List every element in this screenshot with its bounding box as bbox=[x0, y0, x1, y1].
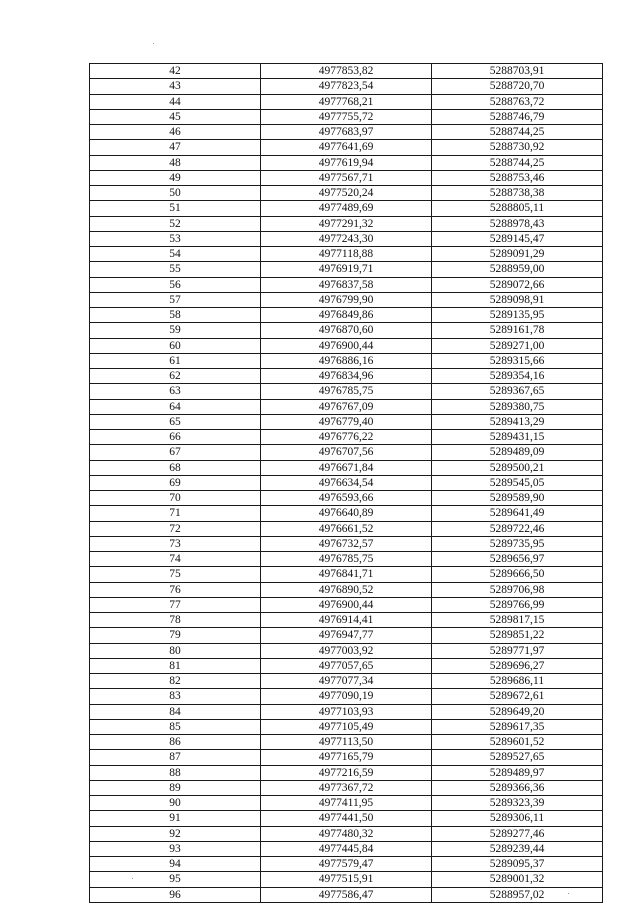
x-coordinate-cell: 4976837,58 bbox=[261, 277, 432, 292]
point-number-cell: 56 bbox=[90, 277, 261, 292]
point-number-cell: 62 bbox=[90, 369, 261, 384]
y-coordinate-cell: 5289366,36 bbox=[432, 780, 603, 795]
point-number-cell: 45 bbox=[90, 109, 261, 124]
y-coordinate-cell: 5288763,72 bbox=[432, 94, 603, 109]
y-coordinate-cell: 5289641,49 bbox=[432, 506, 603, 521]
x-coordinate-cell: 4977520,24 bbox=[261, 186, 432, 201]
table-row bbox=[90, 719, 603, 734]
x-coordinate-cell: 4977853,82 bbox=[261, 64, 432, 79]
point-number-cell: 73 bbox=[90, 536, 261, 551]
y-coordinate-cell: 5288738,38 bbox=[432, 186, 603, 201]
y-coordinate-cell: 5289766,99 bbox=[432, 597, 603, 612]
table-row bbox=[90, 262, 603, 277]
table-row bbox=[90, 765, 603, 780]
x-coordinate-cell: 4976634,54 bbox=[261, 475, 432, 490]
y-coordinate-cell: 5289489,97 bbox=[432, 765, 603, 780]
x-coordinate-cell: 4977090,19 bbox=[261, 689, 432, 704]
table-row bbox=[90, 247, 603, 262]
x-coordinate-cell: 4976841,71 bbox=[261, 567, 432, 582]
table-row bbox=[90, 323, 603, 338]
x-coordinate-cell: 4976640,89 bbox=[261, 506, 432, 521]
point-number-cell: 46 bbox=[90, 125, 261, 140]
point-number-cell: 68 bbox=[90, 460, 261, 475]
point-number-cell: 57 bbox=[90, 292, 261, 307]
y-coordinate-cell: 5288720,70 bbox=[432, 79, 603, 94]
point-number-cell: 64 bbox=[90, 399, 261, 414]
y-coordinate-cell: 5289735,95 bbox=[432, 536, 603, 551]
x-coordinate-cell: 4976785,75 bbox=[261, 384, 432, 399]
x-coordinate-cell: 4976914,41 bbox=[261, 613, 432, 628]
point-number-cell: 71 bbox=[90, 506, 261, 521]
y-coordinate-cell: 5289666,50 bbox=[432, 567, 603, 582]
x-coordinate-cell: 4976886,16 bbox=[261, 353, 432, 368]
table-row bbox=[90, 521, 603, 536]
coordinate-table-body bbox=[90, 64, 603, 903]
table-row bbox=[90, 750, 603, 765]
x-coordinate-cell: 4977105,49 bbox=[261, 719, 432, 734]
table-row bbox=[90, 841, 603, 856]
y-coordinate-cell: 5288753,46 bbox=[432, 170, 603, 185]
point-number-cell: 66 bbox=[90, 430, 261, 445]
y-coordinate-cell: 5289091,29 bbox=[432, 247, 603, 262]
y-coordinate-cell: 5288744,25 bbox=[432, 155, 603, 170]
x-coordinate-cell: 4976707,56 bbox=[261, 445, 432, 460]
x-coordinate-cell: 4976785,75 bbox=[261, 552, 432, 567]
table-row bbox=[90, 94, 603, 109]
point-number-cell: 51 bbox=[90, 201, 261, 216]
y-coordinate-cell: 5288744,25 bbox=[432, 125, 603, 140]
y-coordinate-cell: 5289617,35 bbox=[432, 719, 603, 734]
y-coordinate-cell: 5289306,11 bbox=[432, 811, 603, 826]
y-coordinate-cell: 5289722,46 bbox=[432, 521, 603, 536]
x-coordinate-cell: 4977683,97 bbox=[261, 125, 432, 140]
x-coordinate-cell: 4976776,22 bbox=[261, 430, 432, 445]
coordinate-table bbox=[89, 63, 603, 903]
point-number-cell: 43 bbox=[90, 79, 261, 94]
point-number-cell: 95 bbox=[90, 872, 261, 887]
y-coordinate-cell: 5289239,44 bbox=[432, 841, 603, 856]
x-coordinate-cell: 4976671,84 bbox=[261, 460, 432, 475]
x-coordinate-cell: 4976767,09 bbox=[261, 399, 432, 414]
table-row bbox=[90, 628, 603, 643]
y-coordinate-cell: 5289851,22 bbox=[432, 628, 603, 643]
x-coordinate-cell: 4977165,79 bbox=[261, 750, 432, 765]
x-coordinate-cell: 4976732,57 bbox=[261, 536, 432, 551]
table-row bbox=[90, 186, 603, 201]
x-coordinate-cell: 4977755,72 bbox=[261, 109, 432, 124]
x-coordinate-cell: 4976661,52 bbox=[261, 521, 432, 536]
table-row bbox=[90, 140, 603, 155]
point-number-cell: 72 bbox=[90, 521, 261, 536]
x-coordinate-cell: 4976947,77 bbox=[261, 628, 432, 643]
y-coordinate-cell: 5289145,47 bbox=[432, 231, 603, 246]
x-coordinate-cell: 4977113,50 bbox=[261, 735, 432, 750]
table-row bbox=[90, 216, 603, 231]
x-coordinate-cell: 4977441,50 bbox=[261, 811, 432, 826]
point-number-cell: 60 bbox=[90, 338, 261, 353]
y-coordinate-cell: 5289706,98 bbox=[432, 582, 603, 597]
point-number-cell: 48 bbox=[90, 155, 261, 170]
y-coordinate-cell: 5289489,09 bbox=[432, 445, 603, 460]
y-coordinate-cell: 5289589,90 bbox=[432, 491, 603, 506]
point-number-cell: 70 bbox=[90, 491, 261, 506]
x-coordinate-cell: 4976900,44 bbox=[261, 338, 432, 353]
point-number-cell: 88 bbox=[90, 765, 261, 780]
y-coordinate-cell: 5289656,97 bbox=[432, 552, 603, 567]
table-row bbox=[90, 231, 603, 246]
table-row bbox=[90, 872, 603, 887]
x-coordinate-cell: 4976900,44 bbox=[261, 597, 432, 612]
x-coordinate-cell: 4976849,86 bbox=[261, 308, 432, 323]
y-coordinate-cell: 5289277,46 bbox=[432, 826, 603, 841]
x-coordinate-cell: 4977586,47 bbox=[261, 887, 432, 902]
table-row bbox=[90, 613, 603, 628]
table-row bbox=[90, 475, 603, 490]
y-coordinate-cell: 5289431,15 bbox=[432, 430, 603, 445]
x-coordinate-cell: 4977641,69 bbox=[261, 140, 432, 155]
y-coordinate-cell: 5289135,95 bbox=[432, 308, 603, 323]
x-coordinate-cell: 4977768,21 bbox=[261, 94, 432, 109]
y-coordinate-cell: 5289672,61 bbox=[432, 689, 603, 704]
table-row bbox=[90, 170, 603, 185]
table-row bbox=[90, 552, 603, 567]
point-number-cell: 89 bbox=[90, 780, 261, 795]
x-coordinate-cell: 4976834,96 bbox=[261, 369, 432, 384]
point-number-cell: 85 bbox=[90, 719, 261, 734]
x-coordinate-cell: 4977243,30 bbox=[261, 231, 432, 246]
table-row bbox=[90, 811, 603, 826]
y-coordinate-cell: 5289545,05 bbox=[432, 475, 603, 490]
table-row bbox=[90, 735, 603, 750]
x-coordinate-cell: 4977480,32 bbox=[261, 826, 432, 841]
y-coordinate-cell: 5289649,20 bbox=[432, 704, 603, 719]
table-row bbox=[90, 704, 603, 719]
table-row bbox=[90, 780, 603, 795]
table-row bbox=[90, 384, 603, 399]
table-row bbox=[90, 674, 603, 689]
table-row bbox=[90, 445, 603, 460]
y-coordinate-cell: 5289817,15 bbox=[432, 613, 603, 628]
y-coordinate-cell: 5289072,66 bbox=[432, 277, 603, 292]
y-coordinate-cell: 5288746,79 bbox=[432, 109, 603, 124]
table-row bbox=[90, 643, 603, 658]
point-number-cell: 69 bbox=[90, 475, 261, 490]
table-row bbox=[90, 796, 603, 811]
table-row bbox=[90, 369, 603, 384]
x-coordinate-cell: 4977445,84 bbox=[261, 841, 432, 856]
y-coordinate-cell: 5289323,39 bbox=[432, 796, 603, 811]
point-number-cell: 75 bbox=[90, 567, 261, 582]
x-coordinate-cell: 4976779,40 bbox=[261, 414, 432, 429]
point-number-cell: 87 bbox=[90, 750, 261, 765]
x-coordinate-cell: 4977077,34 bbox=[261, 674, 432, 689]
y-coordinate-cell: 5289696,27 bbox=[432, 658, 603, 673]
point-number-cell: 78 bbox=[90, 613, 261, 628]
x-coordinate-cell: 4977823,54 bbox=[261, 79, 432, 94]
x-coordinate-cell: 4977057,65 bbox=[261, 658, 432, 673]
x-coordinate-cell: 4976593,66 bbox=[261, 491, 432, 506]
y-coordinate-cell: 5289001,32 bbox=[432, 872, 603, 887]
point-number-cell: 93 bbox=[90, 841, 261, 856]
point-number-cell: 86 bbox=[90, 735, 261, 750]
point-number-cell: 65 bbox=[90, 414, 261, 429]
x-coordinate-cell: 4977411,95 bbox=[261, 796, 432, 811]
point-number-cell: 67 bbox=[90, 445, 261, 460]
y-coordinate-cell: 5289771,97 bbox=[432, 643, 603, 658]
x-coordinate-cell: 4977103,93 bbox=[261, 704, 432, 719]
table-row bbox=[90, 658, 603, 673]
x-coordinate-cell: 4977515,91 bbox=[261, 872, 432, 887]
y-coordinate-cell: 5289413,29 bbox=[432, 414, 603, 429]
point-number-cell: 63 bbox=[90, 384, 261, 399]
point-number-cell: 81 bbox=[90, 658, 261, 673]
point-number-cell: 44 bbox=[90, 94, 261, 109]
table-row bbox=[90, 887, 603, 902]
y-coordinate-cell: 5289098,91 bbox=[432, 292, 603, 307]
x-coordinate-cell: 4977567,71 bbox=[261, 170, 432, 185]
table-row bbox=[90, 460, 603, 475]
table-row bbox=[90, 857, 603, 872]
y-coordinate-cell: 5288805,11 bbox=[432, 201, 603, 216]
point-number-cell: 92 bbox=[90, 826, 261, 841]
point-number-cell: 47 bbox=[90, 140, 261, 155]
table-row bbox=[90, 125, 603, 140]
point-number-cell: 52 bbox=[90, 216, 261, 231]
point-number-cell: 74 bbox=[90, 552, 261, 567]
table-row bbox=[90, 430, 603, 445]
point-number-cell: 49 bbox=[90, 170, 261, 185]
y-coordinate-cell: 5288978,43 bbox=[432, 216, 603, 231]
scan-speck-top bbox=[153, 43, 154, 44]
point-number-cell: 50 bbox=[90, 186, 261, 201]
point-number-cell: 55 bbox=[90, 262, 261, 277]
x-coordinate-cell: 4977291,32 bbox=[261, 216, 432, 231]
table-row bbox=[90, 201, 603, 216]
y-coordinate-cell: 5288957,02 bbox=[432, 887, 603, 902]
point-number-cell: 80 bbox=[90, 643, 261, 658]
y-coordinate-cell: 5289315,66 bbox=[432, 353, 603, 368]
table-row bbox=[90, 79, 603, 94]
point-number-cell: 91 bbox=[90, 811, 261, 826]
x-coordinate-cell: 4977003,92 bbox=[261, 643, 432, 658]
point-number-cell: 82 bbox=[90, 674, 261, 689]
y-coordinate-cell: 5289271,00 bbox=[432, 338, 603, 353]
table-row bbox=[90, 491, 603, 506]
y-coordinate-cell: 5288730,92 bbox=[432, 140, 603, 155]
point-number-cell: 83 bbox=[90, 689, 261, 704]
y-coordinate-cell: 5289354,16 bbox=[432, 369, 603, 384]
y-coordinate-cell: 5289527,65 bbox=[432, 750, 603, 765]
y-coordinate-cell: 5289500,21 bbox=[432, 460, 603, 475]
x-coordinate-cell: 4977118,88 bbox=[261, 247, 432, 262]
y-coordinate-cell: 5289161,78 bbox=[432, 323, 603, 338]
x-coordinate-cell: 4976919,71 bbox=[261, 262, 432, 277]
table-row bbox=[90, 109, 603, 124]
x-coordinate-cell: 4976870,60 bbox=[261, 323, 432, 338]
table-row bbox=[90, 536, 603, 551]
y-coordinate-cell: 5289095,37 bbox=[432, 857, 603, 872]
table-row bbox=[90, 155, 603, 170]
x-coordinate-cell: 4977367,72 bbox=[261, 780, 432, 795]
table-row bbox=[90, 399, 603, 414]
x-coordinate-cell: 4976799,90 bbox=[261, 292, 432, 307]
point-number-cell: 42 bbox=[90, 64, 261, 79]
table-row bbox=[90, 308, 603, 323]
point-number-cell: 54 bbox=[90, 247, 261, 262]
y-coordinate-cell: 5289686,11 bbox=[432, 674, 603, 689]
x-coordinate-cell: 4977489,69 bbox=[261, 201, 432, 216]
y-coordinate-cell: 5288959,00 bbox=[432, 262, 603, 277]
table-row bbox=[90, 277, 603, 292]
point-number-cell: 59 bbox=[90, 323, 261, 338]
y-coordinate-cell: 5289380,75 bbox=[432, 399, 603, 414]
x-coordinate-cell: 4977216,59 bbox=[261, 765, 432, 780]
table-row bbox=[90, 64, 603, 79]
point-number-cell: 61 bbox=[90, 353, 261, 368]
y-coordinate-cell: 5289367,65 bbox=[432, 384, 603, 399]
table-row bbox=[90, 826, 603, 841]
point-number-cell: 77 bbox=[90, 597, 261, 612]
point-number-cell: 84 bbox=[90, 704, 261, 719]
point-number-cell: 90 bbox=[90, 796, 261, 811]
table-row bbox=[90, 414, 603, 429]
x-coordinate-cell: 4977619,94 bbox=[261, 155, 432, 170]
point-number-cell: 79 bbox=[90, 628, 261, 643]
point-number-cell: 76 bbox=[90, 582, 261, 597]
table-row bbox=[90, 353, 603, 368]
point-number-cell: 53 bbox=[90, 231, 261, 246]
table-row bbox=[90, 506, 603, 521]
x-coordinate-cell: 4976890,52 bbox=[261, 582, 432, 597]
point-number-cell: 94 bbox=[90, 857, 261, 872]
y-coordinate-cell: 5289601,52 bbox=[432, 735, 603, 750]
x-coordinate-cell: 4977579,47 bbox=[261, 857, 432, 872]
table-row bbox=[90, 292, 603, 307]
table-row bbox=[90, 582, 603, 597]
table-row bbox=[90, 689, 603, 704]
y-coordinate-cell: 5288703,91 bbox=[432, 64, 603, 79]
point-number-cell: 58 bbox=[90, 308, 261, 323]
table-row bbox=[90, 338, 603, 353]
point-number-cell: 96 bbox=[90, 887, 261, 902]
table-row bbox=[90, 597, 603, 612]
table-row bbox=[90, 567, 603, 582]
